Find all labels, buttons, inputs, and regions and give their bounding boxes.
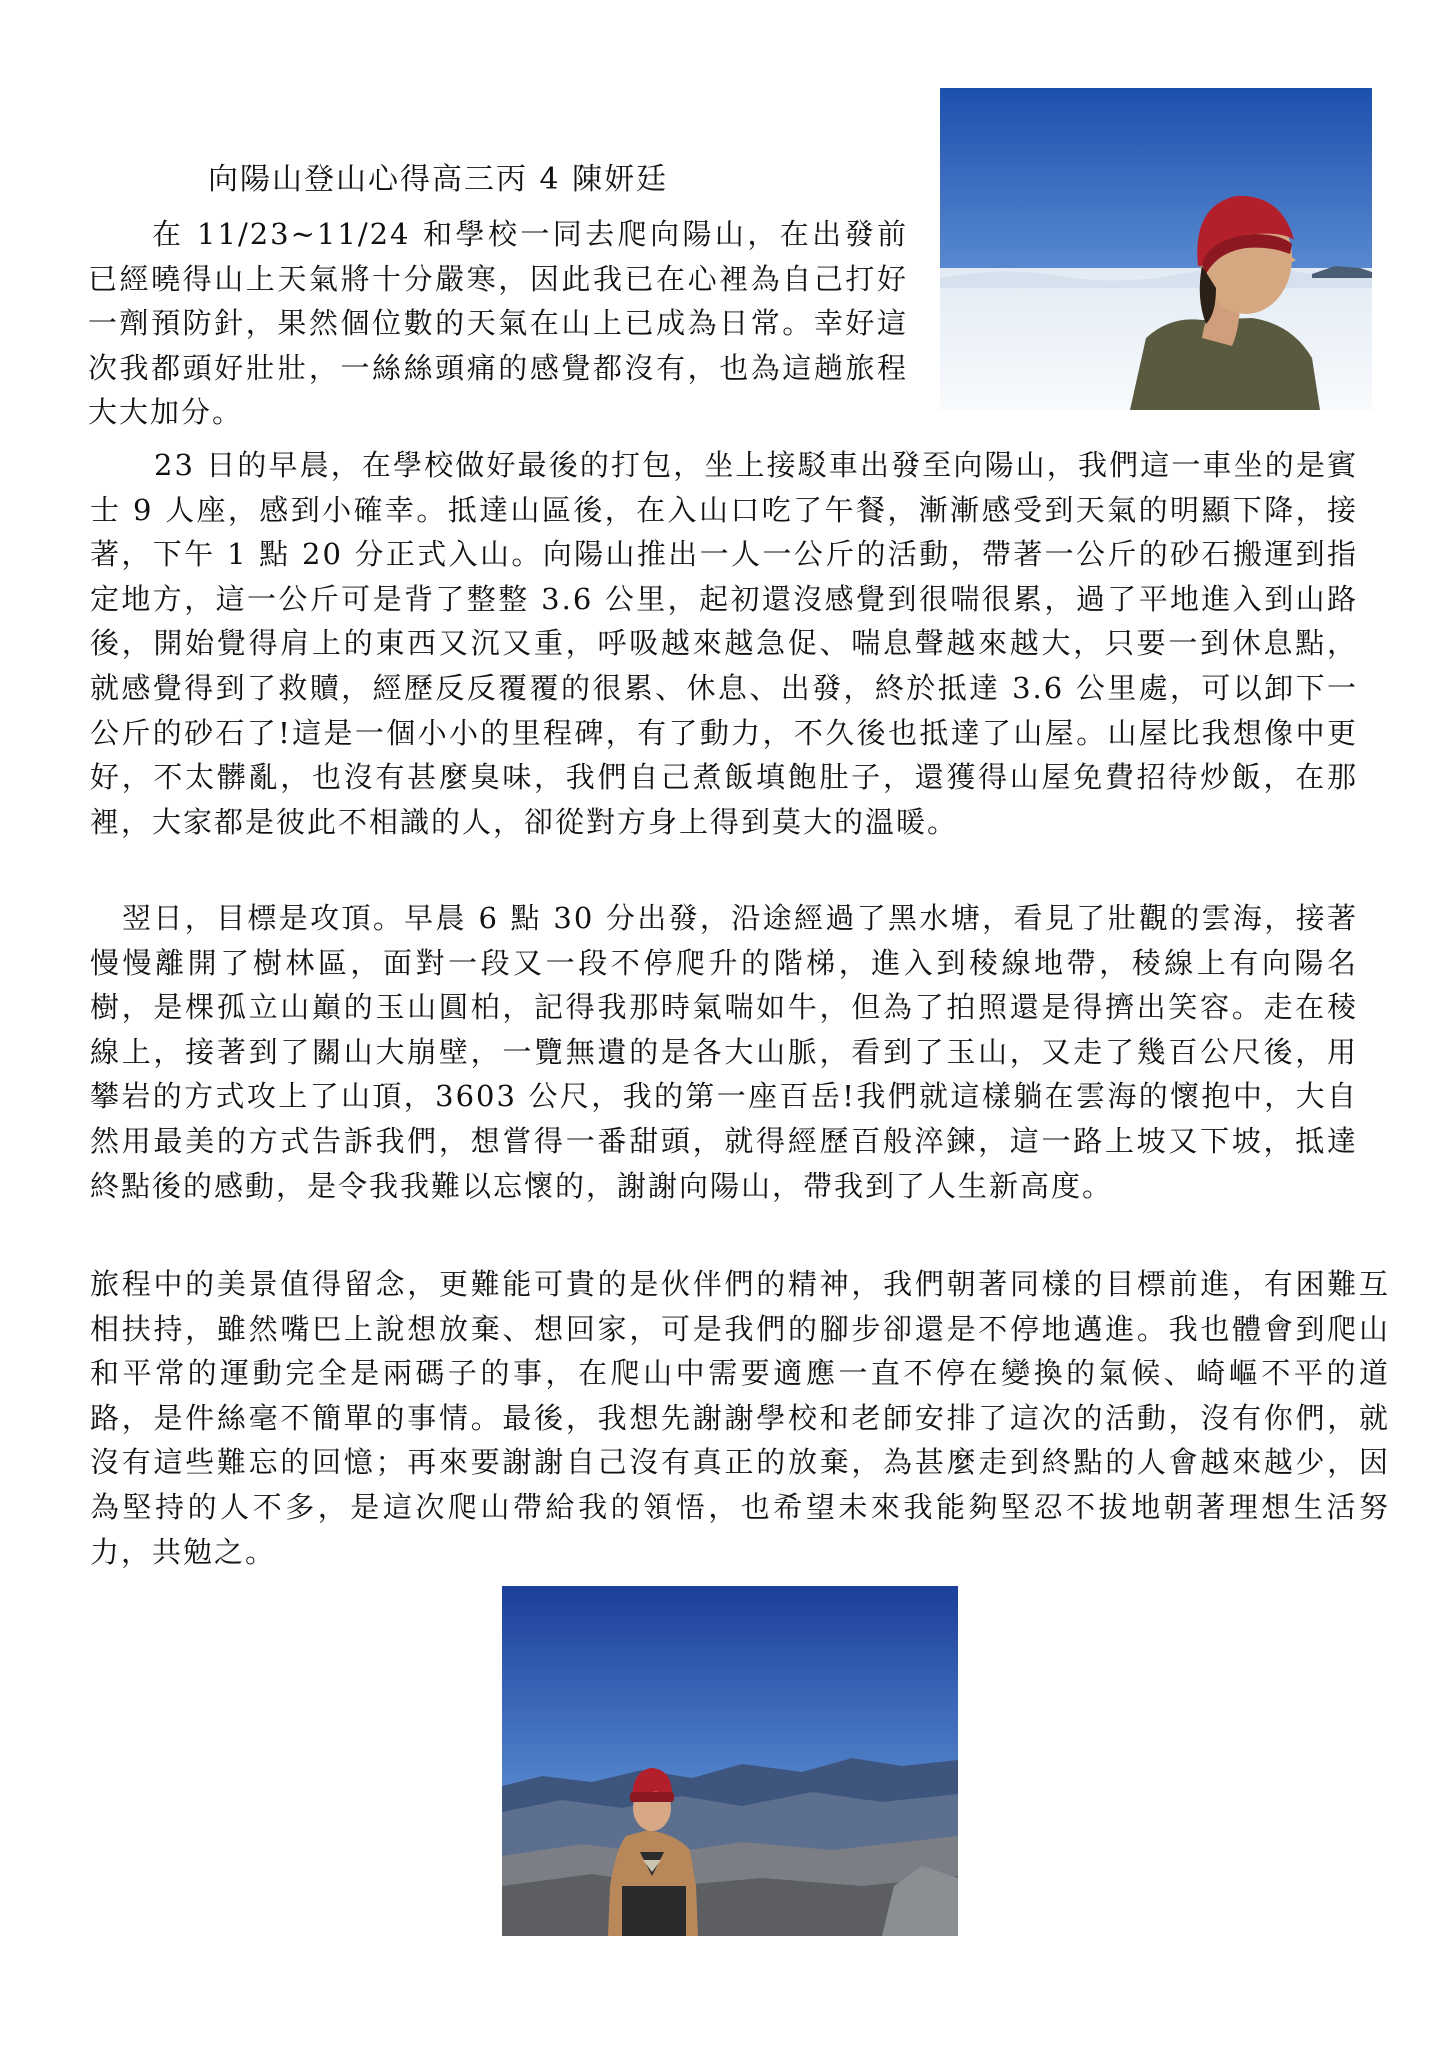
summit-portrait-photo (502, 1586, 958, 1936)
page-title: 向陽山登山心得高三丙 4 陳妍廷 (208, 162, 669, 197)
paragraph-3: 翌日，目標是攻頂。早晨 6 點 30 分出發，沿途經過了黑水塘，看見了壯觀的雲海，接著慢慢離開了樹林區，面對一段又一段不停爬升的階梯，進入到稜線地帶，稜線上有向陽名樹，是棵孤立山巔的玉山圓柏，記得我那時氣喘如牛，但為了拍照還是得擠出笑容。走在稜線上，接著到了關山大崩壁，一覽無遺的是各大山脈，看到了玉山，又走了幾百公尺後，用攀岩的方式攻上了山頂，3603 公尺，我的第一座百岳!我們就這樣躺在雲海的懷抱中，大自然用最美的方式告訴我們，想嘗得一番甜頭，就得經歷百般淬鍊，這一路上坡又下坡，抵達終點後的感動，是令我我難以忘懷的，謝謝向陽山，帶我到了人生新高度。 (90, 901, 1358, 1203)
summit-cloud-sea-photo (940, 88, 1372, 410)
paragraph-1: 在 11/23~11/24 和學校一同去爬向陽山，在出發前已經曉得山上天氣將十分嚴寒，因此我已在心裡為自己打好一劑預防針，果然個位數的天氣在山上已成為日常。幸好這次我都頭好壯壯，一絲絲頭痛的感覺都沒有，也為這趟旅程大大加分。 (88, 217, 908, 430)
paragraph-2: 23 日的早晨，在學校做好最後的打包，坐上接駁車出發至向陽山，我們這一車坐的是賓士 9 人座，感到小確幸。抵達山區後，在入山口吃了午餐，漸漸感受到天氣的明顯下降，接著，下午 1 點 20 分正式入山。向陽山推出一人一公斤的活動，帶著一公斤的砂石搬運到指定地方，這一公斤可是背了整整 3.6 公里，起初還沒感覺到很喘很累，過了平地進入到山路後，開始覺得肩上的東西又沉又重，呼吸越來越急促、喘息聲越來越大，只要一到休息點，就感覺得到了救贖，經歷反反覆覆的很累、休息、出發，終於抵達 3.6 公里處，可以卸下一公斤的砂石了!這是一個小小的里程碑，有了動力，不久後也抵達了山屋。山屋比我想像中更好，不太髒亂，也沒有甚麼臭味，我們自己煮飯填飽肚子，還獲得山屋免費招待炒飯，在那裡，大家都是彼此不相識的人，卻從對方身上得到莫大的溫暖。 (90, 448, 1358, 839)
paragraph-4: 旅程中的美景值得留念，更難能可貴的是伙伴們的精神，我們朝著同樣的目標前進，有困難互相扶持，雖然嘴巴上說想放棄、想回家，可是我們的腳步卻還是不停地邁進。我也體會到爬山和平常的運動完全是兩碼子的事，在爬山中需要適應一直不停在變換的氣候、崎嶇不平的道路，是件絲毫不簡單的事情。最後，我想先謝謝學校和老師安排了這次的活動，沒有你們，就沒有這些難忘的回憶；再來要謝謝自己沒有真正的放棄，為甚麼走到終點的人會越來越少，因為堅持的人不多，是這次爬山帶給我的領悟，也希望未來我能夠堅忍不拔地朝著理想生活努力，共勉之。 (90, 1267, 1390, 1569)
